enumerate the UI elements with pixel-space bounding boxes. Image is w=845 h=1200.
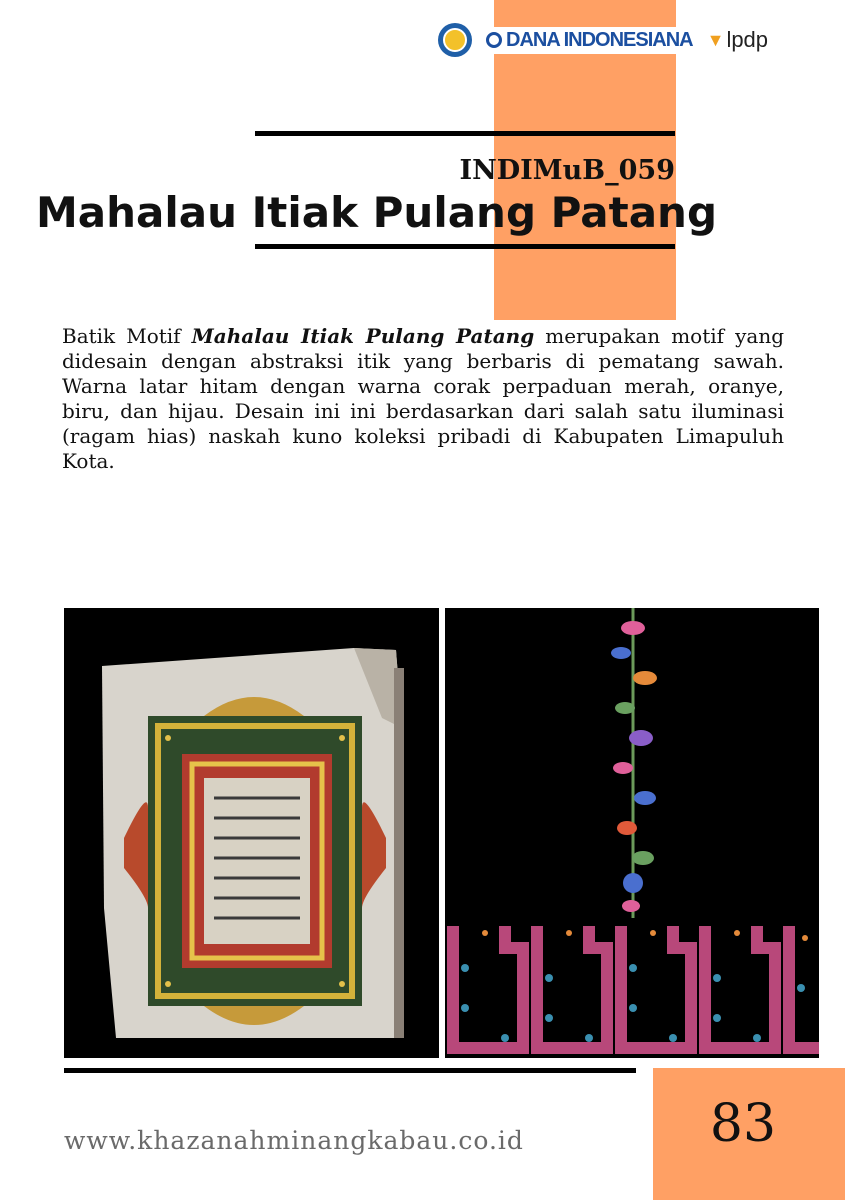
page-number: 83 [709,1094,777,1154]
lpdp-mark-icon: ▼ [706,29,725,50]
footer-rule [64,1068,636,1073]
manuscript-illumination-image [64,608,439,1058]
sponsor-logos [438,22,768,58]
dana-logo-text: DANA INDONESIANA [506,28,693,51]
border-frieze [445,923,819,1058]
orange-accent-bottom [653,1068,845,1200]
dana-ring-icon [486,32,502,48]
lpdp-logo-text: lpdp [726,27,769,52]
dana-indonesiana-logo [482,27,697,54]
title-rule-top [255,131,675,136]
page-title: Mahalau Itiak Pulang Patang [36,188,718,237]
description-prefix: Batik Motif [62,324,192,348]
title-rule-bottom [255,244,675,249]
description-motif-name: Mahalau Itiak Pulang Patang [191,324,535,348]
lpdp-logo [707,27,768,53]
batik-pattern-illustration [445,608,819,1058]
kemdikbud-logo-icon [438,23,472,57]
description-body: merupakan motif yang didesain dengan abstraksi itik yang berbaris di pematang sawah. Warna latar hitam dengan warna corak perpaduan merah, oranye, biru, dan hijau. Desain ini ini berdasarkan dari salah satu iluminasi (ragam hias) naskah kuno koleksi pribadi di Kabupaten Limapuluh Kota. [62,324,785,473]
website-url: www.khazanahminangkabau.co.id [64,1126,524,1155]
description [62,324,784,474]
manuscript-photo [64,608,439,1058]
batik-motif-image [445,608,819,1058]
motif-code: INDIMuB_059 [459,155,675,186]
